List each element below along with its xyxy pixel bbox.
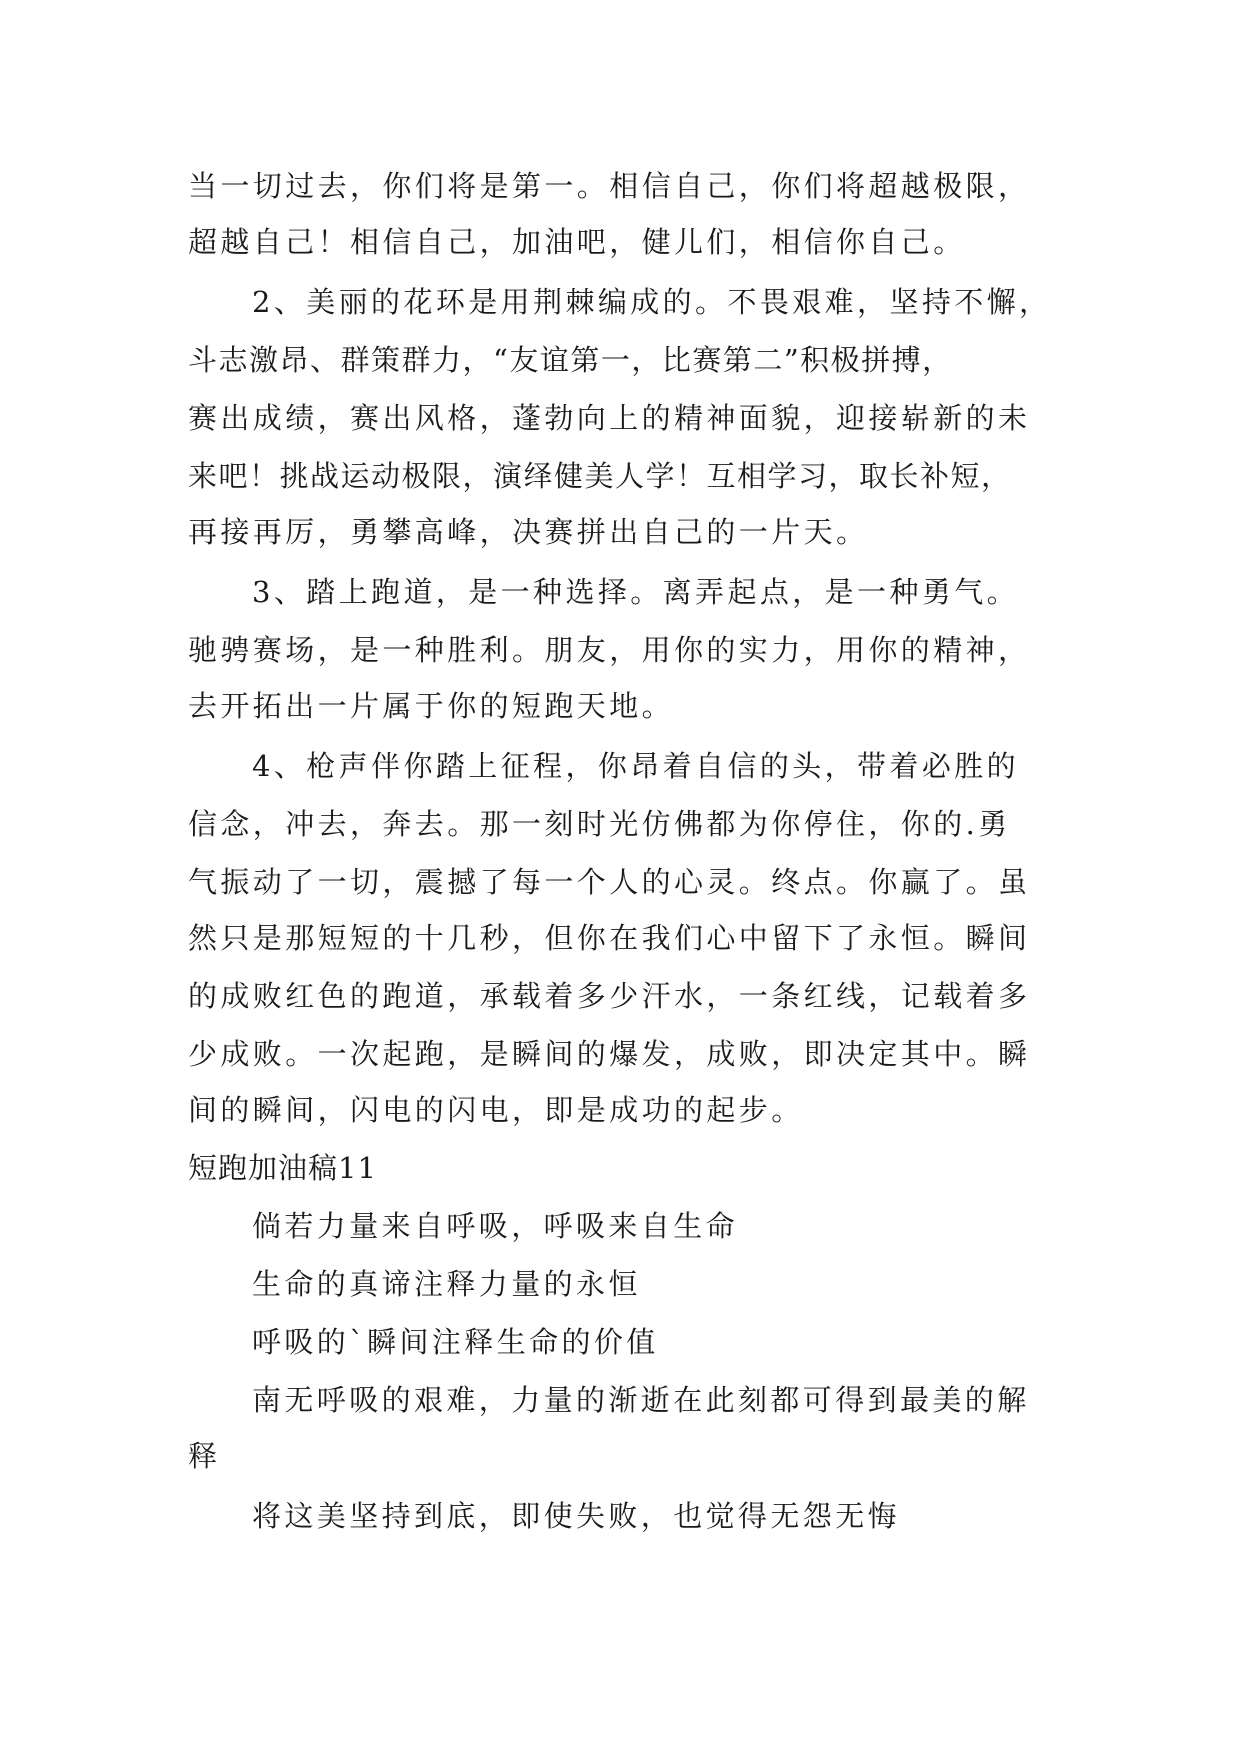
paragraph-line: 赛出成绩，赛出风格，蓬勃向上的精神面貌，迎接崭新的未 bbox=[188, 401, 1031, 435]
section-title: 短跑加油稿11 bbox=[188, 1151, 377, 1185]
poem-line: 生命的真谛注释力量的永恒 bbox=[252, 1267, 641, 1301]
paragraph-line: 信念，冲去，奔去。那一刻时光仿佛都为你停住，你的.勇 bbox=[188, 807, 1011, 841]
paragraph-line: 当一切过去，你们将是第一。相信自己，你们将超越极限， bbox=[188, 169, 1031, 203]
paragraph-line: 斗志激昂、群策群力，“友谊第一，比赛第二”积极拼搏， bbox=[188, 343, 953, 377]
poem-line: 南无呼吸的艰难，力量的渐逝在此刻都可得到最美的解 bbox=[252, 1383, 1030, 1417]
poem-line: 呼吸的`瞬间注释生命的价值 bbox=[252, 1325, 659, 1359]
paragraph-line: 去开拓出一片属于你的短跑天地。 bbox=[188, 689, 675, 723]
poem-line: 将这美坚持到底，即使失败，也觉得无怨无悔 bbox=[252, 1499, 901, 1533]
paragraph-line: 间的瞬间，闪电的闪电，即是成功的起步。 bbox=[188, 1093, 804, 1127]
poem-line: 释 bbox=[188, 1439, 221, 1473]
paragraph-line: 少成败。一次起跑，是瞬间的爆发，成败，即决定其中。瞬 bbox=[188, 1037, 1031, 1071]
paragraph-line: 2、美丽的花环是用荆棘编成的。不畏艰难，坚持不懈， bbox=[252, 285, 1052, 319]
poem-line: 倘若力量来自呼吸，呼吸来自生命 bbox=[252, 1209, 739, 1243]
paragraph-line: 超越自己！相信自己，加油吧，健儿们，相信你自己。 bbox=[188, 225, 966, 259]
paragraph-line: 的成败红色的跑道，承载着多少汗水，一条红线，记载着多 bbox=[188, 979, 1031, 1013]
paragraph-line: 驰骋赛场，是一种胜利。朋友，用你的实力，用你的精神， bbox=[188, 633, 1031, 667]
paragraph-line: 3、踏上跑道，是一种选择。离弄起点，是一种勇气。 bbox=[252, 575, 1020, 609]
paragraph-line: 再接再厉，勇攀高峰，决赛拼出自己的一片天。 bbox=[188, 515, 869, 549]
paragraph-line: 然只是那短短的十几秒，但你在我们心中留下了永恒。瞬间 bbox=[188, 921, 1031, 955]
paragraph-line: 来吧！挑战运动极限，演绎健美人学！互相学习，取长补短， bbox=[188, 459, 1012, 493]
paragraph-line: 4、枪声伴你踏上征程，你昂着自信的头，带着必胜的 bbox=[252, 749, 1020, 783]
paragraph-line: 气振动了一切，震撼了每一个人的心灵。终点。你赢了。虽 bbox=[188, 865, 1031, 899]
